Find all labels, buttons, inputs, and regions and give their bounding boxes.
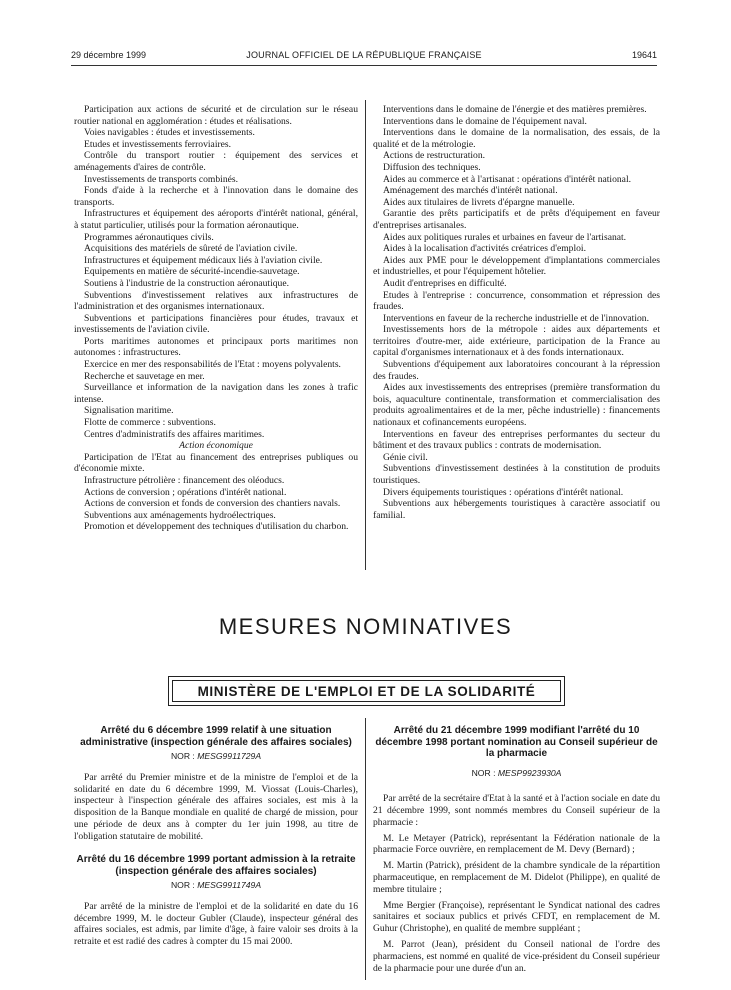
- article-paragraph: Mme Bergier (Françoise), représentant le Syndicat national des cadres sanitaires et sociaux publics et privés CFDT, en remplacement de M. Guhur (Christophe), en qualité de membre suppléant ;: [373, 899, 660, 935]
- column-divider: [365, 100, 366, 570]
- list-item: Aides à la localisation d'activités créatrices d'emploi.: [383, 243, 586, 255]
- list-item: Interventions en faveur des entreprises performantes du secteur du bâtiment et des travaux publics : contrats de modernisation.: [373, 428, 660, 452]
- list-item: Subventions d'équipement aux laboratoires concourant à la répression des fraudes.: [373, 359, 660, 382]
- list-item: Centres d'administratifs des affaires maritimes.: [84, 428, 265, 440]
- list-item: Subventions aux aménagements hydroélectriques.: [84, 509, 276, 521]
- list-item: Interventions dans le domaine de l'énergie et des matières premières.: [383, 104, 647, 115]
- nor-line: [373, 768, 660, 780]
- left-items-a: [74, 104, 358, 440]
- list-item: Surveillance et information de la navigation dans les zones à trafic intense.: [74, 382, 358, 405]
- nor-line: [74, 751, 358, 763]
- list-item: Actions de conversion ; opérations d'intérêt national.: [84, 486, 287, 498]
- list-item: Recherche et sauvetage en mer.: [84, 370, 205, 382]
- list-item: Actions de conversion et fonds de conversion des chantiers navals.: [84, 498, 341, 510]
- article-paragraph: M. Le Metayer (Patrick), représentant la Fédération nationale de la pharmacie Force ouvrière, en remplacement de M. Devy (Bernard) ;: [373, 832, 660, 856]
- list-item: Garantie des prêts participatifs et de prêts d'équipement en faveur d'entreprises artisanales.: [373, 208, 660, 231]
- list-item: Investissements hors de la métropole : aides aux départements et territoires d'outre-mer, aide extérieure, participation de la France au capital d'organismes internationaux et à des fonds internationaux.: [373, 324, 660, 359]
- list-item: Aides au commerce et à l'artisanat : opérations d'intérêt national.: [383, 173, 632, 185]
- article: [373, 725, 660, 978]
- list-item: Subventions d'investissement destinées à la constitution de produits touristiques.: [373, 463, 660, 486]
- section-heading: Action économique: [179, 440, 253, 452]
- page-header: [71, 50, 657, 64]
- article: [74, 854, 358, 952]
- nor-label: NOR :: [170, 880, 195, 890]
- ministry-title: MINISTÈRE DE L'EMPLOI ET DE LA SOLIDARITÉ: [172, 680, 561, 702]
- list-item: Promotion et développement des techniques d'utilisation du charbon.: [84, 521, 349, 533]
- list-item: Exercice en mer des responsabilités de l'Etat : moyens polyvalents.: [84, 359, 341, 371]
- page-number: 19641: [631, 50, 657, 60]
- nor-label: NOR :: [170, 751, 195, 761]
- list-item: Ports maritimes autonomes et principaux ports maritimes non autonomes : infrastructures.: [74, 335, 358, 359]
- list-item: Equipements en matière de sécurité-incendie-sauvetage.: [84, 266, 300, 278]
- list-item: Actions de restructuration.: [383, 150, 486, 162]
- list-item: Aides aux politiques rurales et urbaines en faveur de l'artisanat.: [383, 231, 627, 243]
- list-item: Infrastructures et équipement médicaux liés à l'aviation civile.: [84, 254, 323, 266]
- list-item: Aménagement des marchés d'intérêt national.: [383, 185, 558, 197]
- list-item: Voies navigables : études et investissements.: [84, 127, 255, 139]
- list-item: Soutiens à l'industrie de la construction aéronautique.: [84, 277, 290, 289]
- header-rule: [71, 65, 657, 66]
- nor-reference: MESP9923930A: [497, 767, 562, 778]
- mesures-nominatives-title: MESURES NOMINATIVES: [218, 614, 513, 639]
- list-item: Diffusion des techniques.: [383, 161, 481, 173]
- list-item: Interventions dans le domaine de l'équipement naval.: [383, 115, 587, 127]
- list-item: Subventions d'investissement relatives aux infrastructures de l'administration et des organismes internationaux.: [74, 289, 358, 313]
- ministry-box: [168, 676, 565, 706]
- list-item: Génie civil.: [383, 451, 428, 463]
- article-title: Arrêté du 21 décembre 1999 modifiant l'arrêté du 10 décembre 1998 portant nomination au Conseil supérieur de la pharmacie: [375, 725, 658, 759]
- list-item: Participation aux actions de sécurité et de circulation sur le réseau routier national en agglomération : études et réalisations.: [74, 104, 358, 127]
- article: [74, 725, 358, 847]
- left-items-b: [74, 452, 358, 533]
- list-item: Infrastructure pétrolière : financement des oléoducs.: [84, 475, 285, 486]
- list-item: Programmes aéronautiques civils.: [84, 231, 214, 243]
- list-item: Divers équipements touristiques : opérations d'intérêt national.: [383, 486, 624, 498]
- list-item: Fonds d'aide à la recherche et à l'innovation dans le domaine des transports.: [74, 185, 358, 208]
- list-item: Aides aux titulaires de livrets d'épargne manuelle.: [383, 196, 575, 208]
- list-item: Investissements de transports combinés.: [84, 173, 239, 185]
- list-item: Aides aux investissements des entreprises (première transformation du bois, aquaculture continentale, transformation et commercialisation des produits agroalimentaires et de la mer, pêche industrielle) : financements nationaux et cofinancements européens.: [373, 382, 660, 429]
- article-paragraph: Par arrêté de la secrétaire d'Etat à la santé et à l'action sociale en date du 21 décembre 1999, sont nommés membres du Conseil supérieur de la pharmacie :: [373, 793, 660, 828]
- list-item: Participation de l'Etat au financement des entreprises publiques ou d'économie mixte.: [74, 451, 358, 475]
- list-item: Etudes à l'entreprise : concurrence, consommation et répression des fraudes.: [373, 289, 660, 313]
- list-item: Contrôle du transport routier : équipement des services et aménagements d'aires de contrôle.: [74, 150, 358, 173]
- article-paragraph: Par arrêté de la ministre de l'emploi et de la solidarité en date du 16 décembre 1999, M. le docteur Gubler (Claude), inspecteur général des affaires sociales, est admis, par limite d'âge, à faire valoir ses droits à la retraite et est radié des cadres à compter du 15 mai 2000.: [74, 900, 358, 948]
- article-paragraph: Par arrêté du Premier ministre et de la ministre de l'emploi et de la solidarité en date du 6 décembre 1999, M. Viossat (Louis-Charles), inspecteur à l'inspection générale des affaires sociales, est mis à la disposition de la Banque mondiale en qualité de chargé de mission, pour une période de deux ans à compter du 1er juin 1998, au titre de l'obligation statutaire de mobilité.: [74, 771, 358, 842]
- article-paragraph: M. Martin (Patrick), président de la chambre syndicale de la répartition pharmaceutique, en remplacement de M. Didelot (Philippe), en qualité de membre titulaire ;: [373, 860, 660, 895]
- list-item: Etudes et investissements ferroviaires.: [84, 138, 232, 150]
- nor-label: NOR :: [471, 767, 496, 778]
- article-column-divider: [365, 718, 366, 980]
- nor-line: [74, 880, 358, 892]
- list-item: Subventions et participations financières pour études, travaux et investissements de l'aviation civile.: [74, 312, 358, 336]
- right-items: [373, 104, 660, 521]
- journal-title: JOURNAL OFFICIEL DE LA RÉPUBLIQUE FRANÇAISE: [246, 50, 482, 60]
- header-date: 29 décembre 1999: [71, 50, 147, 60]
- list-item: Subventions aux hébergements touristiques à caractère associatif ou familial.: [373, 498, 660, 521]
- list-item: Aides aux PME pour le développement d'implantations commerciales et industrielles, et pour l'équipement hôtelier.: [373, 254, 660, 278]
- article-title: Arrêté du 6 décembre 1999 relatif à une situation administrative (inspection générale des affaires sociales): [80, 725, 352, 748]
- list-item: Signalisation maritime.: [84, 405, 174, 417]
- article-title: Arrêté du 16 décembre 1999 portant admission à la retraite (inspection générale des affaires sociales): [76, 854, 356, 877]
- list-item: Acquisitions des matériels de sûreté de l'aviation civile.: [84, 243, 298, 255]
- list-item: Audit d'entreprises en difficulté.: [383, 277, 507, 289]
- right-column: [373, 104, 660, 521]
- nor-reference: MESG9911729A: [197, 751, 262, 761]
- article-paragraph: M. Parrot (Jean), président du Conseil national de l'ordre des pharmaciens, est nommé en qualité de vice-président du Conseil supérieur de la pharmacie pour une durée d'un an.: [373, 939, 660, 974]
- list-item: Interventions en faveur de la recherche industrielle et de l'innovation.: [383, 312, 649, 324]
- left-column: [74, 104, 358, 533]
- list-item: Interventions dans le domaine de la normalisation, des essais, de la qualité et de la métrologie.: [373, 127, 660, 150]
- list-item: Flotte de commerce : subventions.: [84, 417, 216, 429]
- list-item: Infrastructures et équipement des aéroports d'intérêt national, général, à statut particulier, utilisés pour la formation aéronautique.: [74, 208, 358, 231]
- nor-reference: MESG9911749A: [197, 880, 262, 890]
